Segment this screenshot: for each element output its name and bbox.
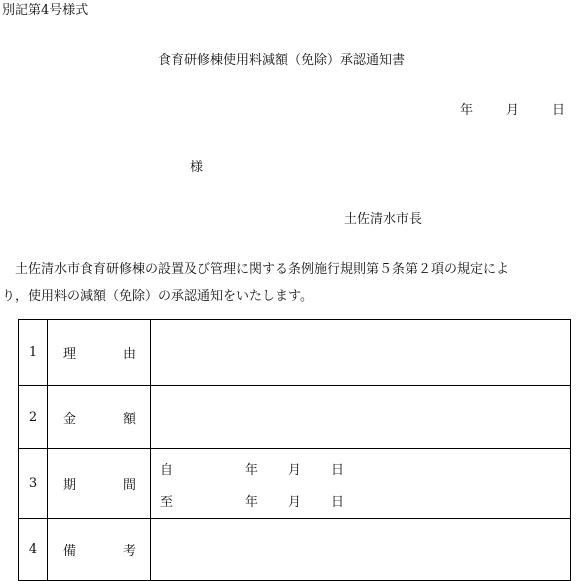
table-row-period [19,449,571,519]
remarks-value-cell [151,519,571,581]
row-number: 2 [19,386,48,449]
period-to-label: 至 [160,495,174,510]
row-label-amount: 金 額 [48,386,151,449]
row-label-period: 期 間 [48,449,151,519]
period-from-label: 自 [160,463,174,478]
body-text-line-1: 土佐清水市食育研修棟の設置及び管理に関する条例施行規則第５条第２項の規定によ [2,262,510,277]
body-text-line-2: り，使用料の減額（免除）の承認通知をいたします。 [2,289,313,304]
table-row-reason [19,320,571,386]
year-label: 年 [460,103,474,118]
table-row-remarks [19,519,571,581]
row-label-reason: 理 由 [48,320,151,386]
document-title: 食育研修棟使用料減額（免除）承認通知書 [158,53,406,68]
table-row-amount [19,386,571,449]
recipient-honorific: 様 [190,160,204,175]
row-number: 1 [19,320,48,386]
period-to-line: 至 年 月 日 [160,491,344,510]
month-label: 月 [506,103,520,118]
period-from-line: 自 年 月 日 [160,459,344,478]
row-number: 3 [19,449,48,519]
form-id: 別記第4号様式 [2,3,89,18]
row-label-remarks: 備 考 [48,519,151,581]
period-value-cell [151,449,571,519]
reason-value-cell [151,320,571,386]
amount-value-cell [151,386,571,449]
issuer-name: 土佐清水市長 [344,212,423,227]
details-table [18,319,571,581]
day-label: 日 [552,103,566,118]
row-number: 4 [19,519,48,581]
date-line [460,104,565,117]
